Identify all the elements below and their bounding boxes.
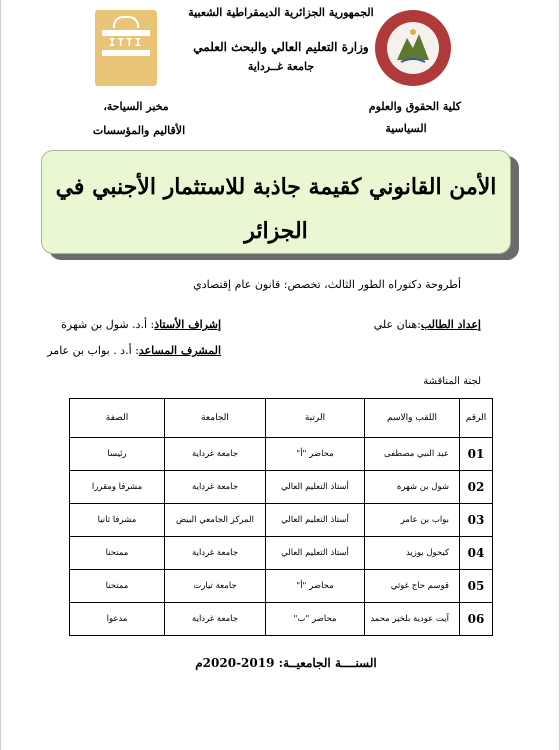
student-line <box>331 318 481 331</box>
row-name: كيحول بوزيد <box>365 537 460 570</box>
thesis-type-line: أطروحة دكتوراه الطور الثالث، تخصص: قانون عام إقتصادي <box>193 278 461 291</box>
co-supervisor-label: المشرف المساعد <box>138 344 221 357</box>
table-row <box>70 504 493 537</box>
row-name: بواب بن عامر <box>365 504 460 537</box>
table-row <box>70 603 493 636</box>
academic-year-value: 2019-2020م <box>195 656 275 670</box>
row-university: جامعة غرداية <box>165 603 266 636</box>
row-number: 01 <box>460 438 493 471</box>
co-supervisor-name: : أ.د . بواب بن عامر <box>47 344 139 357</box>
row-number: 05 <box>460 570 493 603</box>
row-role: مشرفا ثانيا <box>70 504 165 537</box>
lab-logo <box>95 10 157 86</box>
table-header-row <box>70 399 493 438</box>
academic-year-label: السنــــة الجامعيــة: <box>278 656 377 670</box>
ministry-line: وزارة التعليم العالي والبحث العلمي <box>193 40 369 54</box>
university-line: جامعة غــرداية <box>247 60 315 73</box>
faculty-line-1: كلية الحقوق والعلوم <box>368 100 461 113</box>
row-role: رئيسا <box>70 438 165 471</box>
row-rank: محاضر "أ" <box>266 438 365 471</box>
student-label: إعداد الطالب <box>420 318 481 331</box>
academic-year-line <box>161 656 411 670</box>
row-rank: أستاذ التعليم العالي <box>266 537 365 570</box>
row-university: المركز الجامعي البيض <box>165 504 266 537</box>
university-seal-logo <box>371 8 455 88</box>
header-rank: الرتبة <box>266 399 365 438</box>
header-name: اللقب والاسم <box>365 399 460 438</box>
row-university: جامعة تيارت <box>165 570 266 603</box>
row-name: شول بن شهرة <box>365 471 460 504</box>
row-number: 06 <box>460 603 493 636</box>
faculty-line-2: السياسية <box>385 122 427 135</box>
row-name: عبد النبي مصطفى <box>365 438 460 471</box>
row-rank: أستاذ التعليم العالي <box>266 504 365 537</box>
row-role: مشرفا ومقررا <box>70 471 165 504</box>
row-number: 04 <box>460 537 493 570</box>
committee-table <box>69 398 493 636</box>
table-row <box>70 471 493 504</box>
row-number: 02 <box>460 471 493 504</box>
row-number: 03 <box>460 504 493 537</box>
lab-line-1: مخبر السياحة، <box>103 100 169 113</box>
row-role: ممتحنا <box>70 537 165 570</box>
co-supervisor-line <box>41 344 221 357</box>
committee-label: لجنة المناقشة <box>423 376 481 387</box>
row-name: آيت عودية بلخير محمد <box>365 603 460 636</box>
supervisor-name: : أ.د. شول بن شهرة <box>61 318 155 331</box>
table-row <box>70 570 493 603</box>
row-university: جامعة غرداية <box>165 471 266 504</box>
republic-line: الجمهورية الجزائرية الديمقراطية الشعبية <box>188 6 374 19</box>
header-university: الجامعة <box>165 399 266 438</box>
row-rank: محاضر "أ" <box>266 570 365 603</box>
table-row <box>70 537 493 570</box>
thesis-title: الأمن القانوني كقيمة جاذبة للاستثمار الأجنبي في الجزائر <box>55 174 497 244</box>
lab-line-2: الأقاليم والمؤسسات <box>92 124 186 137</box>
row-rank: محاضر "ب" <box>266 603 365 636</box>
table-row <box>70 438 493 471</box>
student-name: :هنان علي <box>373 318 421 331</box>
row-role: مدعوا <box>70 603 165 636</box>
row-name: قوسم حاج غوثي <box>365 570 460 603</box>
row-university: جامعة غرداية <box>165 438 266 471</box>
supervisor-line <box>41 318 221 331</box>
supervisor-label: إشراف الأستاذ <box>154 318 221 331</box>
header-number: الرقم <box>460 399 493 438</box>
title-box <box>41 150 511 254</box>
row-rank: أستاذ التعليم العالي <box>266 471 365 504</box>
row-university: جامعة غرداية <box>165 537 266 570</box>
header-role: الصفة <box>70 399 165 438</box>
lab-logo-text: ITTI <box>108 36 144 49</box>
row-role: ممتحنا <box>70 570 165 603</box>
